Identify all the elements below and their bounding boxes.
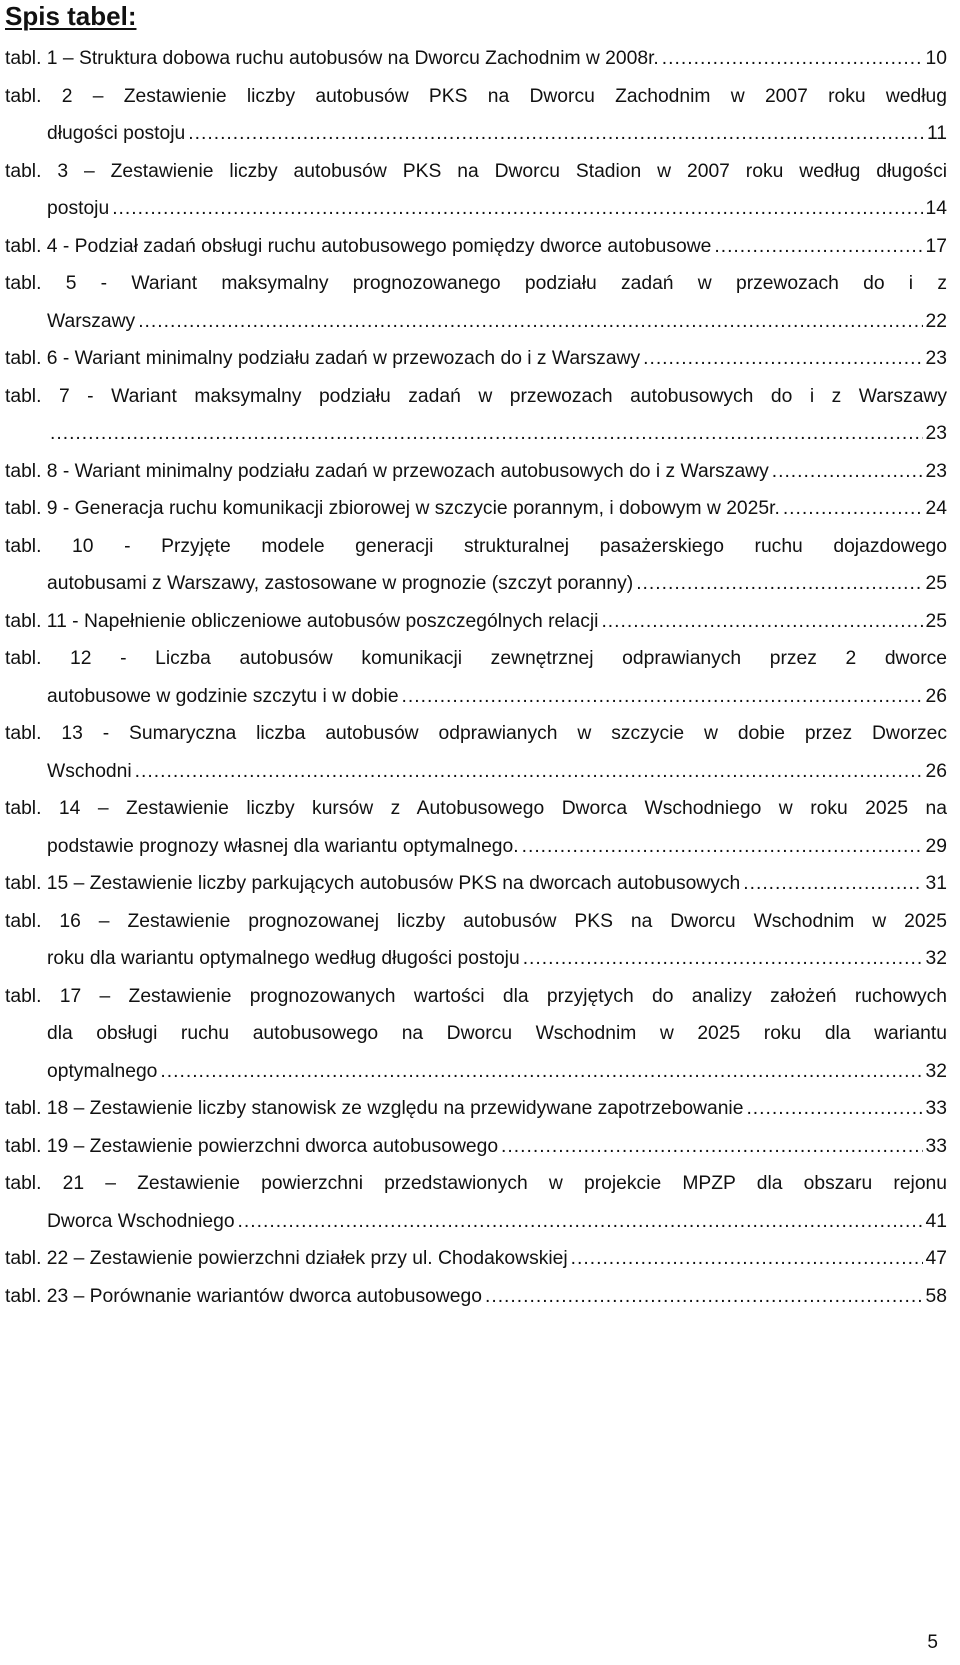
entry-page: 29 (925, 835, 947, 857)
toc-entry-1[interactable] (5, 40, 947, 78)
entry-page: 10 (925, 48, 947, 69)
page-number: 5 (927, 1632, 938, 1653)
entry-text-cont: autobusowe w godzinie szczytu i w dobie (47, 685, 399, 707)
entry-text: tabl. 3 – Zestawienie liczby autobusów PKS na Dworcu Stadion w 2007 roku według długości (5, 160, 947, 182)
entry-text: tabl. 1 – Struktura dobowa ruchu autobusów na Dworcu Zachodnim w 2008r. (5, 48, 659, 69)
entry-text-mid: dla obsługi ruchu autobusowego na Dworcu Wschodnim w 2025 roku dla wariantu (47, 1023, 947, 1044)
entry-text: tabl. 8 - Wariant minimalny podziału zadań w przewozach autobusowych do i z Warszawy (5, 460, 769, 482)
toc-entry-4[interactable] (5, 228, 947, 266)
entry-text: tabl. 13 - Sumaryczna liczba autobusów odprawianych w szczycie w dobie przez Dworzec (5, 723, 947, 744)
entry-text-cont: optymalnego (47, 1060, 158, 1082)
entry-text: tabl. 6 - Wariant minimalny podziału zadań w przewozach do i z Warszawy (5, 348, 641, 369)
entry-text: tabl. 4 - Podział zadań obsługi ruchu autobusowego pomiędzy dworce autobusowe (5, 235, 712, 257)
entry-page: 26 (925, 760, 947, 782)
toc-entry-8[interactable] (5, 453, 947, 491)
entry-text: tabl. 9 - Generacja ruchu komunikacji zbiorowej w szczycie porannym, i dobowym w 2025r. (5, 498, 780, 519)
table-of-tables (5, 40, 947, 1315)
entry-page: 25 (925, 610, 947, 632)
toc-entry-9[interactable] (5, 490, 947, 528)
toc-entry-14[interactable] (5, 790, 947, 865)
entry-page: 11 (926, 123, 947, 144)
entry-text: tabl. 21 – Zestawienie powierzchni przedstawionych w projekcie MPZP dla obszaru rejonu (5, 1173, 947, 1194)
entry-text: tabl. 12 - Liczba autobusów komunikacji zewnętrznej odprawianych przez 2 dworce (5, 648, 947, 669)
entry-text-cont: Wschodni (47, 760, 132, 782)
entry-page: 24 (925, 498, 947, 519)
entry-page: 32 (925, 1060, 947, 1082)
toc-entry-11[interactable] (5, 603, 947, 641)
entry-page: 31 (925, 873, 947, 894)
toc-entry-15[interactable] (5, 865, 947, 903)
entry-text-cont: postoju (47, 198, 110, 219)
entry-page: 23 (925, 348, 947, 369)
entry-text: tabl. 7 - Wariant maksymalny podziału zadań w przewozach autobusowych do i z Warszawy (5, 385, 947, 407)
toc-entry-18[interactable] (5, 1090, 947, 1128)
entry-page: 22 (925, 310, 947, 332)
toc-entry-12[interactable] (5, 640, 947, 715)
page-title: Spis tabel: (5, 1, 137, 31)
entry-text-cont: długości postoju (47, 123, 186, 144)
entry-page: 14 (925, 198, 947, 219)
entry-text: tabl. 14 – Zestawienie liczby kursów z Autobusowego Dworca Wschodniego w roku 2025 na (5, 798, 947, 819)
entry-text-cont: podstawie prognozy własnej dla wariantu optymalnego. (47, 835, 519, 857)
entry-page: 33 (925, 1135, 947, 1157)
toc-entry-7[interactable] (5, 378, 947, 453)
toc-entry-6[interactable] (5, 340, 947, 378)
entry-text: tabl. 11 - Napełnienie obliczeniowe autobusów poszczególnych relacji (5, 610, 599, 632)
toc-entry-21[interactable] (5, 1165, 947, 1240)
entry-text-cont: autobusami z Warszawy, zastosowane w prognozie (szczyt poranny) (47, 573, 634, 594)
toc-entry-22[interactable] (5, 1240, 947, 1278)
entry-page: 41 (925, 1210, 947, 1232)
entry-text: tabl. 16 – Zestawienie prognozowanej liczby autobusów PKS na Dworcu Wschodnim w 2025 (5, 910, 947, 932)
entry-page: 47 (925, 1248, 947, 1269)
entry-text: tabl. 5 - Wariant maksymalny prognozowanego podziału zadań w przewozach do i z (5, 273, 947, 294)
toc-entry-17[interactable] (5, 978, 947, 1091)
toc-entry-16[interactable] (5, 903, 947, 978)
toc-entry-5[interactable] (5, 265, 947, 340)
entry-text: tabl. 2 – Zestawienie liczby autobusów PKS na Dworcu Zachodnim w 2007 roku według (5, 85, 947, 107)
entry-page: 32 (925, 948, 947, 969)
toc-entry-10[interactable] (5, 528, 947, 603)
entry-page: 58 (925, 1285, 947, 1307)
entry-text: tabl. 15 – Zestawienie liczby parkujących autobusów PKS na dworcach autobusowych (5, 873, 741, 894)
entry-page: 33 (925, 1098, 947, 1119)
entry-text: tabl. 18 – Zestawienie liczby stanowisk ze względu na przewidywane zapotrzebowanie (5, 1098, 744, 1119)
entry-page: 23 (925, 423, 947, 444)
entry-page: 25 (925, 573, 947, 594)
entry-text-cont: Dworca Wschodniego (47, 1210, 235, 1232)
entry-text: tabl. 22 – Zestawienie powierzchni działek przy ul. Chodakowskiej (5, 1248, 568, 1269)
toc-entry-3[interactable] (5, 153, 947, 228)
entry-text-cont: Warszawy (47, 310, 136, 332)
toc-entry-19[interactable] (5, 1128, 947, 1166)
entry-text-cont: roku dla wariantu optymalnego według długości postoju (47, 948, 520, 969)
toc-entry-2[interactable] (5, 78, 947, 153)
entry-text: tabl. 19 – Zestawienie powierzchni dworca autobusowego (5, 1135, 499, 1157)
entry-text: tabl. 10 - Przyjęte modele generacji strukturalnej pasażerskiego ruchu dojazdowego (5, 535, 947, 557)
toc-entry-23[interactable] (5, 1278, 947, 1316)
entry-page: 23 (925, 460, 947, 482)
entry-page: 17 (925, 235, 947, 257)
entry-text: tabl. 17 – Zestawienie prognozowanych wartości dla przyjętych do analizy założeń ruchowych (5, 985, 947, 1007)
entry-text: tabl. 23 – Porównanie wariantów dworca autobusowego (5, 1285, 482, 1307)
toc-entry-13[interactable] (5, 715, 947, 790)
entry-page: 26 (925, 685, 947, 707)
